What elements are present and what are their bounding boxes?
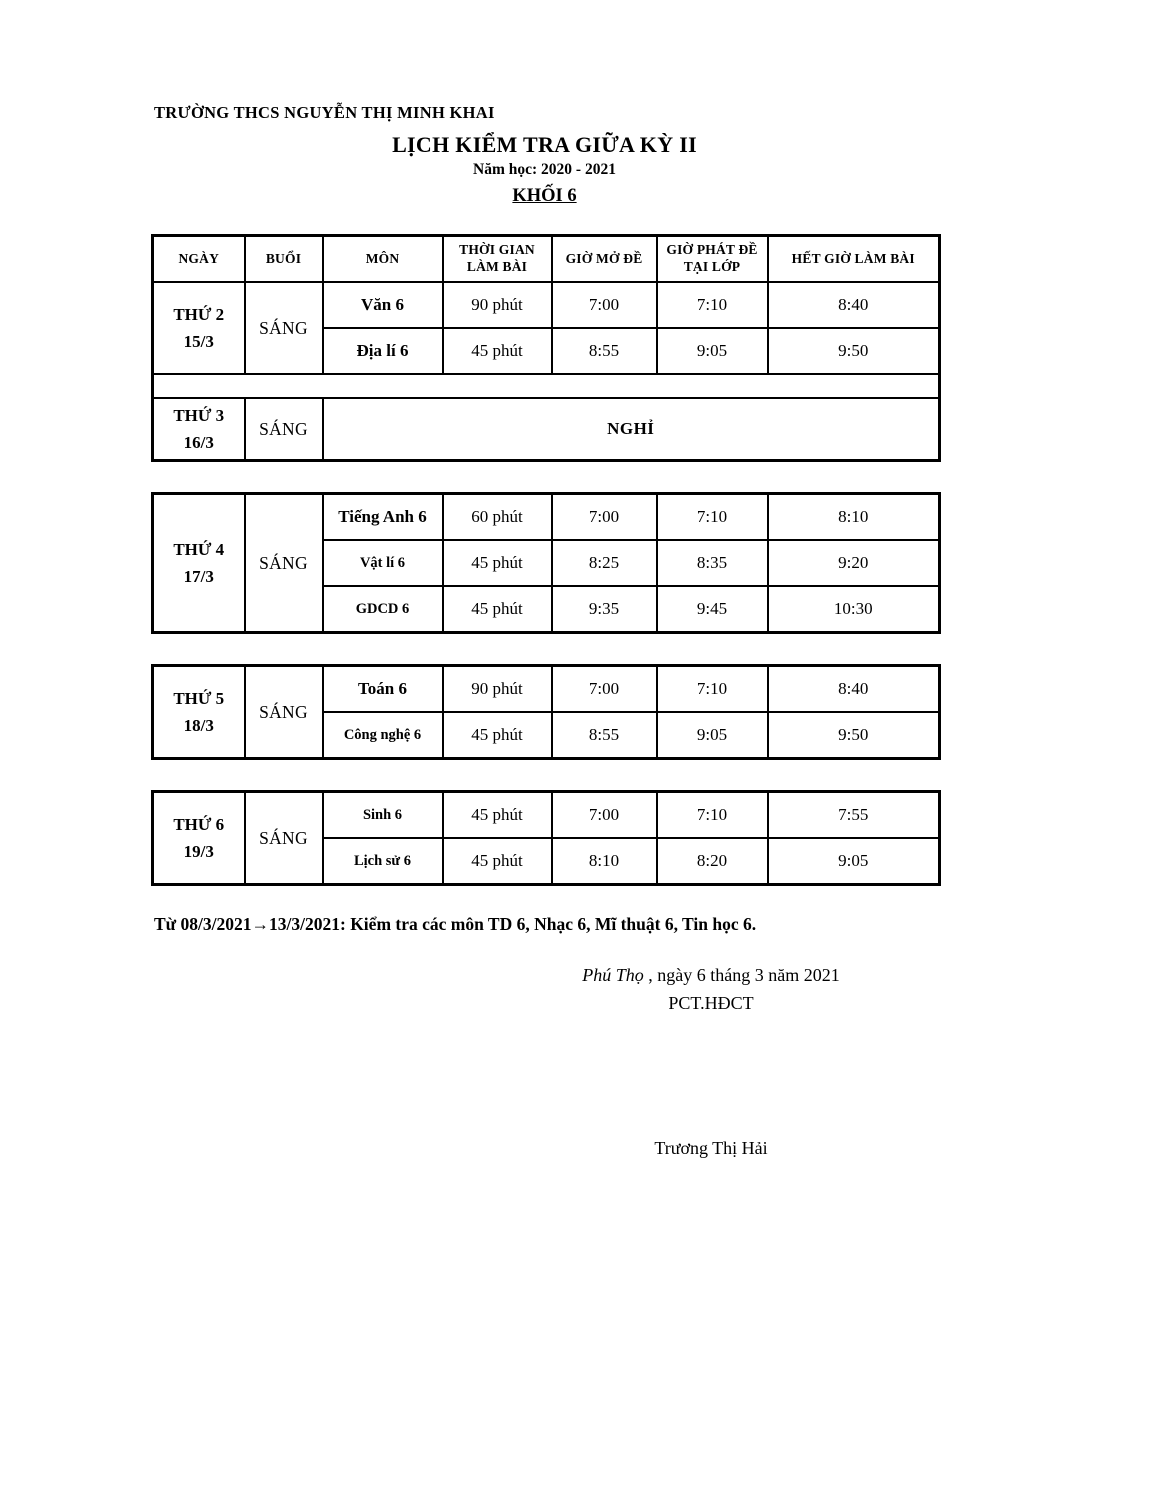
school-name: TRƯỜNG THCS NGUYỄN THỊ MINH KHAI [154, 103, 495, 122]
subject-cell: Công nghệ 6 [323, 712, 443, 759]
subject-cell: Toán 6 [323, 666, 443, 713]
place-date-line [561, 965, 861, 986]
subject-cell: GDCD 6 [323, 586, 443, 633]
end-time-cell: 9:05 [768, 838, 940, 885]
open-time-cell: 7:00 [552, 282, 657, 328]
column-header: HẾT GIỜ LÀM BÀI [768, 236, 940, 283]
day-date: 18/3 [183, 716, 214, 735]
footer-note: Từ 08/3/2021→13/3/2021: Kiểm tra các môn TD 6, Nhạc 6, Mĩ thuật 6, Tin học 6. [154, 914, 757, 934]
session-cell: SÁNG [245, 666, 323, 759]
duration-cell: 45 phút [443, 838, 552, 885]
open-time-cell: 8:25 [552, 540, 657, 586]
duration-cell: 90 phút [443, 666, 552, 713]
day-date: 17/3 [183, 567, 214, 586]
day-date: 19/3 [183, 842, 214, 861]
open-time-cell: 8:10 [552, 838, 657, 885]
spacer-cell [153, 374, 940, 398]
column-header: GIỜ PHÁT ĐỀ TẠI LỚP [657, 236, 768, 283]
end-time-cell: 9:50 [768, 328, 940, 374]
rest-note-cell: NGHỈ [323, 398, 940, 461]
header-row [153, 236, 940, 283]
end-time-cell: 9:20 [768, 540, 940, 586]
end-time-cell: 8:10 [768, 494, 940, 541]
subject-cell: Lịch sử 6 [323, 838, 443, 885]
handout-time-cell: 9:45 [657, 586, 768, 633]
handout-time-cell: 7:10 [657, 666, 768, 713]
open-time-cell: 8:55 [552, 712, 657, 759]
end-time-cell: 10:30 [768, 586, 940, 633]
day-cell [153, 398, 245, 461]
day-name: THỨ 5 [173, 688, 225, 708]
session-cell: SÁNG [245, 398, 323, 461]
day-cell [153, 666, 245, 759]
open-time-cell: 7:00 [552, 666, 657, 713]
open-time-cell: 9:35 [552, 586, 657, 633]
handout-time-cell: 8:20 [657, 838, 768, 885]
grade-heading: KHỐI 6 [512, 186, 577, 206]
session-cell: SÁNG [245, 494, 323, 633]
exam-row [153, 282, 940, 328]
place-name: Phú Thọ [582, 965, 644, 985]
day-name: THỨ 3 [173, 405, 225, 425]
date-text: , ngày 6 tháng 3 năm 2021 [643, 965, 840, 985]
day-name: THỨ 2 [173, 304, 225, 324]
open-time-cell: 8:55 [552, 328, 657, 374]
open-time-cell: 7:00 [552, 792, 657, 839]
duration-cell: 45 phút [443, 792, 552, 839]
handout-time-cell: 9:05 [657, 712, 768, 759]
column-header: BUỔI [245, 236, 323, 283]
day-cell [153, 494, 245, 633]
column-header: GIỜ MỞ ĐỀ [552, 236, 657, 283]
handout-time-cell: 7:10 [657, 282, 768, 328]
school-year: Năm học: 2020 - 2021 [473, 161, 616, 178]
schedule-table [151, 664, 941, 760]
document-content [151, 0, 938, 1159]
exam-row [153, 494, 940, 541]
exam-row [153, 792, 940, 839]
column-header: THỜI GIAN LÀM BÀI [443, 236, 552, 283]
exam-row [153, 666, 940, 713]
duration-cell: 45 phút [443, 328, 552, 374]
end-time-cell: 8:40 [768, 282, 940, 328]
day-name: THỨ 4 [173, 539, 225, 559]
subject-cell: Địa lí 6 [323, 328, 443, 374]
day-cell [153, 792, 245, 885]
duration-cell: 45 phút [443, 586, 552, 633]
rest-day-row [153, 398, 940, 461]
subject-cell: Văn 6 [323, 282, 443, 328]
signer-title: PCT.HĐCT [668, 993, 754, 1013]
session-cell: SÁNG [245, 282, 323, 374]
column-header: NGÀY [153, 236, 245, 283]
signer-name: Trương Thị Hải [654, 1138, 768, 1158]
schedule-table [151, 790, 941, 886]
end-time-cell: 8:40 [768, 666, 940, 713]
document-title: LỊCH KIỂM TRA GIỮA KỲ II [392, 132, 697, 157]
end-time-cell: 7:55 [768, 792, 940, 839]
column-header: MÔN [323, 236, 443, 283]
duration-cell: 45 phút [443, 540, 552, 586]
handout-time-cell: 7:10 [657, 792, 768, 839]
session-cell: SÁNG [245, 792, 323, 885]
handout-time-cell: 9:05 [657, 328, 768, 374]
schedule-table [151, 234, 941, 462]
day-name: THỨ 6 [173, 814, 225, 834]
open-time-cell: 7:00 [552, 494, 657, 541]
day-cell [153, 282, 245, 374]
duration-cell: 60 phút [443, 494, 552, 541]
signature-block [561, 965, 861, 1159]
duration-cell: 90 phút [443, 282, 552, 328]
subject-cell: Sinh 6 [323, 792, 443, 839]
duration-cell: 45 phút [443, 712, 552, 759]
day-date: 15/3 [183, 332, 214, 351]
subject-cell: Vật lí 6 [323, 540, 443, 586]
exam-schedule-tables [151, 234, 938, 886]
handout-time-cell: 7:10 [657, 494, 768, 541]
handout-time-cell: 8:35 [657, 540, 768, 586]
end-time-cell: 9:50 [768, 712, 940, 759]
subject-cell: Tiếng Anh 6 [323, 494, 443, 541]
schedule-table [151, 492, 941, 634]
day-date: 16/3 [183, 433, 214, 452]
spacer-row [153, 374, 940, 398]
